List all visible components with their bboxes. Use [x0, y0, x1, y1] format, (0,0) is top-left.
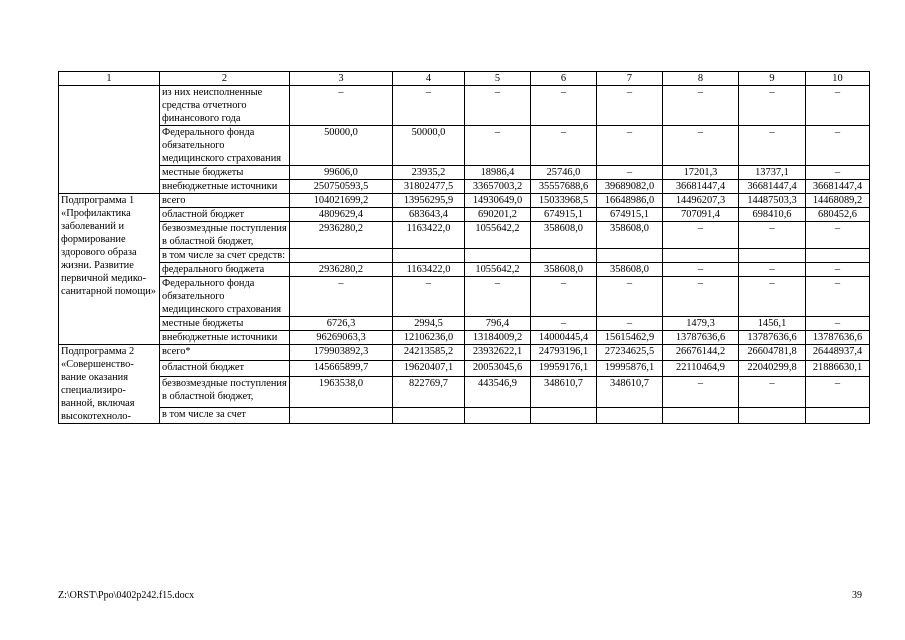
program-title: Подпрограмма 1 «Профилактика заболеваний и формирование здорового образа жизни. Развитие первичной медико-санитарной помощи» — [59, 194, 160, 345]
amount-cell: 31802477,5 — [393, 180, 465, 194]
funding-source-label: областной бюджет — [160, 361, 290, 377]
amount-cell: – — [531, 317, 597, 331]
amount-cell: – — [663, 86, 739, 126]
amount-cell: – — [739, 377, 806, 408]
amount-cell: 348610,7 — [597, 377, 663, 408]
budget-table-container — [58, 71, 869, 424]
amount-cell: 14496207,3 — [663, 194, 739, 208]
funding-source-label: в том числе за счет — [160, 407, 290, 423]
col-header: 6 — [531, 72, 597, 86]
col-header: 2 — [160, 72, 290, 86]
col-header: 3 — [290, 72, 393, 86]
funding-source-label: Федерального фонда обязательного медицинского страхования — [160, 277, 290, 317]
amount-cell: – — [806, 377, 870, 408]
amount-cell — [290, 407, 393, 423]
amount-cell: – — [393, 277, 465, 317]
amount-cell: – — [739, 277, 806, 317]
amount-cell: 24793196,1 — [531, 345, 597, 361]
amount-cell: 358608,0 — [531, 222, 597, 249]
amount-cell: 50000,0 — [393, 126, 465, 166]
amount-cell: – — [597, 317, 663, 331]
table-row — [59, 180, 870, 194]
amount-cell: 796,4 — [465, 317, 531, 331]
amount-cell: 1479,3 — [663, 317, 739, 331]
funding-source-label: внебюджетные источники — [160, 180, 290, 194]
table-row — [59, 166, 870, 180]
amount-cell: 680452,6 — [806, 208, 870, 222]
amount-cell: 674915,1 — [597, 208, 663, 222]
amount-cell: – — [806, 166, 870, 180]
amount-cell: 13737,1 — [739, 166, 806, 180]
amount-cell: 443546,9 — [465, 377, 531, 408]
funding-source-label: федерального бюджета — [160, 263, 290, 277]
amount-cell: 1963538,0 — [290, 377, 393, 408]
amount-cell: 33657003,2 — [465, 180, 531, 194]
amount-cell: 2936280,2 — [290, 263, 393, 277]
amount-cell: 250750593,5 — [290, 180, 393, 194]
amount-cell: 358608,0 — [597, 263, 663, 277]
amount-cell: 4809629,4 — [290, 208, 393, 222]
table-row — [59, 194, 870, 208]
table-row — [59, 249, 870, 263]
table-row — [59, 407, 870, 423]
amount-cell: 14000445,4 — [531, 331, 597, 345]
amount-cell: 683643,4 — [393, 208, 465, 222]
table-row — [59, 361, 870, 377]
amount-cell: 19959176,1 — [531, 361, 597, 377]
funding-source-label: всего — [160, 194, 290, 208]
funding-source-label: в том числе за счет средств: — [160, 249, 290, 263]
amount-cell: 26448937,4 — [806, 345, 870, 361]
program-title: Подпрограмма 2 «Совершенство-вание оказания специализиро-ванной, включая высокотехноло- — [59, 345, 160, 424]
amount-cell: – — [597, 166, 663, 180]
amount-cell: 23932622,1 — [465, 345, 531, 361]
amount-cell: 23935,2 — [393, 166, 465, 180]
funding-source-label: областной бюджет — [160, 208, 290, 222]
amount-cell: 1456,1 — [739, 317, 806, 331]
amount-cell: – — [597, 126, 663, 166]
amount-cell: 36681447,4 — [739, 180, 806, 194]
funding-source-label: из них неисполненные средства отчетного финансового года — [160, 86, 290, 126]
amount-cell — [597, 407, 663, 423]
amount-cell: 698410,6 — [739, 208, 806, 222]
amount-cell: 358608,0 — [531, 263, 597, 277]
amount-cell — [531, 407, 597, 423]
table-row — [59, 208, 870, 222]
amount-cell: 14487503,3 — [739, 194, 806, 208]
footer-page-number: 39 — [852, 590, 862, 601]
amount-cell: – — [806, 86, 870, 126]
amount-cell: 17201,3 — [663, 166, 739, 180]
amount-cell — [739, 249, 806, 263]
amount-cell: 13184009,2 — [465, 331, 531, 345]
funding-source-label: Федерального фонда обязательного медицинского страхования — [160, 126, 290, 166]
amount-cell: 25746,0 — [531, 166, 597, 180]
amount-cell — [806, 407, 870, 423]
amount-cell: 13787636,6 — [739, 331, 806, 345]
col-header: 5 — [465, 72, 531, 86]
amount-cell — [531, 249, 597, 263]
amount-cell: – — [531, 277, 597, 317]
amount-cell: – — [663, 222, 739, 249]
amount-cell: 13787636,6 — [663, 331, 739, 345]
amount-cell: 358608,0 — [597, 222, 663, 249]
funding-source-label: безвозмездные поступления в областной бюджет, — [160, 222, 290, 249]
amount-cell — [290, 249, 393, 263]
amount-cell — [806, 249, 870, 263]
amount-cell: 18986,4 — [465, 166, 531, 180]
budget-table — [58, 71, 870, 424]
amount-cell: 22040299,8 — [739, 361, 806, 377]
amount-cell: 822769,7 — [393, 377, 465, 408]
table-row — [59, 277, 870, 317]
col-header: 8 — [663, 72, 739, 86]
amount-cell: – — [465, 126, 531, 166]
column-number-row — [59, 72, 870, 86]
amount-cell: – — [663, 377, 739, 408]
amount-cell: – — [663, 263, 739, 277]
amount-cell: 24213585,2 — [393, 345, 465, 361]
amount-cell: 21886630,1 — [806, 361, 870, 377]
amount-cell: 13956295,9 — [393, 194, 465, 208]
table-body — [59, 86, 870, 424]
amount-cell: – — [597, 277, 663, 317]
amount-cell — [597, 249, 663, 263]
amount-cell: 26676144,2 — [663, 345, 739, 361]
amount-cell — [739, 407, 806, 423]
table-row — [59, 126, 870, 166]
amount-cell: 348610,7 — [531, 377, 597, 408]
amount-cell: 690201,2 — [465, 208, 531, 222]
amount-cell: 12106236,0 — [393, 331, 465, 345]
amount-cell: – — [806, 317, 870, 331]
amount-cell — [393, 249, 465, 263]
amount-cell: – — [531, 126, 597, 166]
amount-cell — [663, 249, 739, 263]
amount-cell: 1163422,0 — [393, 222, 465, 249]
funding-source-label: внебюджетные источники — [160, 331, 290, 345]
amount-cell: 26604781,8 — [739, 345, 806, 361]
col-header: 7 — [597, 72, 663, 86]
amount-cell: 22110464,9 — [663, 361, 739, 377]
amount-cell: – — [806, 277, 870, 317]
amount-cell: – — [465, 277, 531, 317]
col-header: 10 — [806, 72, 870, 86]
amount-cell: 16648986,0 — [597, 194, 663, 208]
amount-cell — [663, 407, 739, 423]
table-row — [59, 317, 870, 331]
table-row — [59, 263, 870, 277]
amount-cell: 50000,0 — [290, 126, 393, 166]
table-row — [59, 345, 870, 361]
funding-source-label: местные бюджеты — [160, 317, 290, 331]
amount-cell: 20053045,6 — [465, 361, 531, 377]
amount-cell: 2936280,2 — [290, 222, 393, 249]
amount-cell: 13787636,6 — [806, 331, 870, 345]
amount-cell: – — [465, 86, 531, 126]
amount-cell: – — [806, 222, 870, 249]
amount-cell: 14930649,0 — [465, 194, 531, 208]
amount-cell: 2994,5 — [393, 317, 465, 331]
footer-file-path: Z:\ORST\Ppo\0402p242.f15.docx — [58, 590, 195, 601]
amount-cell: – — [806, 263, 870, 277]
amount-cell: 15033968,5 — [531, 194, 597, 208]
amount-cell: 707091,4 — [663, 208, 739, 222]
amount-cell: 39689082,0 — [597, 180, 663, 194]
funding-source-label: местные бюджеты — [160, 166, 290, 180]
amount-cell: 19620407,1 — [393, 361, 465, 377]
amount-cell: – — [739, 222, 806, 249]
funding-source-label: всего* — [160, 345, 290, 361]
amount-cell: 1055642,2 — [465, 263, 531, 277]
amount-cell: 1055642,2 — [465, 222, 531, 249]
table-row — [59, 331, 870, 345]
program-title — [59, 86, 160, 194]
funding-source-label: безвозмездные поступления в областной бюджет, — [160, 377, 290, 408]
table-row — [59, 222, 870, 249]
amount-cell: 145665899,7 — [290, 361, 393, 377]
amount-cell: – — [663, 126, 739, 166]
col-header: 9 — [739, 72, 806, 86]
amount-cell — [465, 407, 531, 423]
amount-cell: 96269063,3 — [290, 331, 393, 345]
col-header: 4 — [393, 72, 465, 86]
amount-cell: 27234625,5 — [597, 345, 663, 361]
amount-cell: 19995876,1 — [597, 361, 663, 377]
amount-cell: – — [531, 86, 597, 126]
amount-cell: 179903892,3 — [290, 345, 393, 361]
amount-cell: 14468089,2 — [806, 194, 870, 208]
amount-cell: 15615462,9 — [597, 331, 663, 345]
amount-cell: 35557688,6 — [531, 180, 597, 194]
amount-cell: 674915,1 — [531, 208, 597, 222]
amount-cell: 36681447,4 — [663, 180, 739, 194]
amount-cell: – — [393, 86, 465, 126]
amount-cell: 1163422,0 — [393, 263, 465, 277]
table-row — [59, 377, 870, 408]
amount-cell: 6726,3 — [290, 317, 393, 331]
amount-cell: – — [597, 86, 663, 126]
amount-cell: – — [290, 277, 393, 317]
amount-cell: – — [290, 86, 393, 126]
amount-cell: – — [739, 86, 806, 126]
amount-cell: 36681447,4 — [806, 180, 870, 194]
table-row — [59, 86, 870, 126]
amount-cell: – — [806, 126, 870, 166]
col-header: 1 — [59, 72, 160, 86]
amount-cell: – — [739, 126, 806, 166]
amount-cell: 104021699,2 — [290, 194, 393, 208]
amount-cell: – — [663, 277, 739, 317]
amount-cell: – — [739, 263, 806, 277]
amount-cell — [465, 249, 531, 263]
amount-cell — [393, 407, 465, 423]
amount-cell: 99606,0 — [290, 166, 393, 180]
